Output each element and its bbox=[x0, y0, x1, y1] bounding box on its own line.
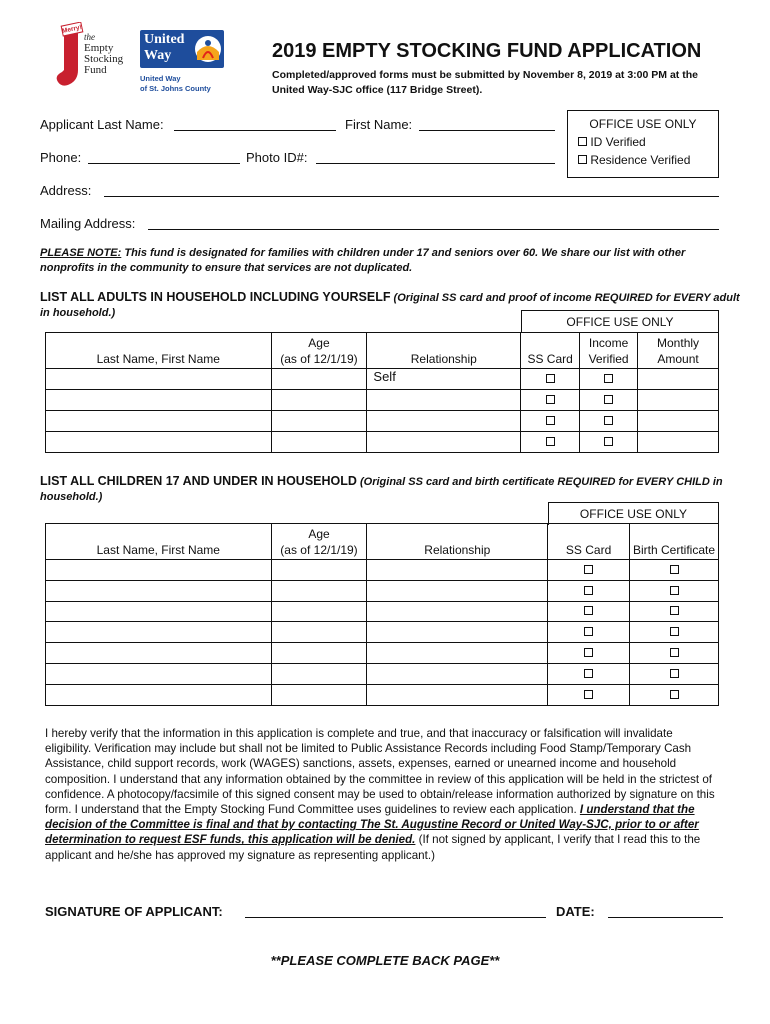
name-cell[interactable] bbox=[46, 622, 272, 643]
name-cell[interactable] bbox=[46, 432, 272, 453]
checkbox-cell bbox=[630, 684, 719, 705]
col-birth-certificate: Birth Certificate bbox=[630, 524, 719, 560]
age-cell[interactable] bbox=[271, 432, 367, 453]
submission-deadline: Completed/approved forms must be submitted by November 8, 2019 at 3:00 PM at the United Way-SJC office (117 Bridge Street). bbox=[272, 69, 698, 96]
checkbox-cell bbox=[580, 432, 638, 453]
adults-office-use-header: OFFICE USE ONLY bbox=[521, 310, 719, 333]
mailing-address-label: Mailing Address: bbox=[40, 216, 136, 231]
table-row bbox=[46, 622, 719, 643]
children-office-use-header: OFFICE USE ONLY bbox=[548, 502, 719, 525]
age-cell[interactable] bbox=[271, 663, 367, 684]
checkbox[interactable] bbox=[546, 437, 555, 446]
checkbox[interactable] bbox=[546, 395, 555, 404]
logo-text: the Empty Stocking Fund bbox=[84, 32, 124, 76]
address-label: Address: bbox=[40, 183, 92, 198]
table-row bbox=[46, 432, 719, 453]
amount-cell[interactable] bbox=[638, 390, 719, 411]
checkbox[interactable] bbox=[670, 606, 679, 615]
checkbox[interactable] bbox=[604, 395, 613, 404]
checkbox[interactable] bbox=[670, 565, 679, 574]
age-cell[interactable] bbox=[271, 601, 367, 622]
mailing-address-field[interactable] bbox=[148, 229, 719, 230]
residence-verified-checkbox[interactable] bbox=[578, 155, 587, 164]
checkbox[interactable] bbox=[584, 690, 593, 699]
col-ss-card: SS Card bbox=[548, 524, 630, 560]
name-cell[interactable] bbox=[46, 411, 272, 432]
address-field[interactable] bbox=[104, 196, 719, 197]
checkbox[interactable] bbox=[584, 627, 593, 636]
col-income-verified: Income Verified bbox=[580, 333, 638, 369]
office-use-box bbox=[567, 110, 719, 178]
table-row bbox=[46, 663, 719, 684]
checkbox[interactable] bbox=[584, 648, 593, 657]
first-name-label: First Name: bbox=[345, 117, 413, 132]
table-row bbox=[46, 560, 719, 581]
checkbox[interactable] bbox=[584, 565, 593, 574]
id-verified-checkbox[interactable] bbox=[578, 137, 587, 146]
relationship-cell[interactable] bbox=[367, 684, 548, 705]
checkbox[interactable] bbox=[670, 648, 679, 657]
signature-label: SIGNATURE OF APPLICANT: bbox=[45, 904, 223, 919]
date-field[interactable] bbox=[608, 917, 723, 918]
please-note: PLEASE NOTE: This fund is designated for families with children under 17 and seniors over 60. We share our list with other nonprofits in the community to ensure that services are not duplicated. bbox=[40, 247, 686, 274]
table-row bbox=[46, 580, 719, 601]
adults-header-row bbox=[46, 333, 719, 369]
phone-field[interactable] bbox=[88, 163, 240, 164]
relationship-cell[interactable] bbox=[367, 560, 548, 581]
name-cell[interactable] bbox=[46, 643, 272, 664]
checkbox[interactable] bbox=[546, 374, 555, 383]
relationship-cell[interactable]: Self bbox=[367, 369, 521, 390]
age-cell[interactable] bbox=[271, 411, 367, 432]
name-cell[interactable] bbox=[46, 684, 272, 705]
relationship-cell[interactable] bbox=[367, 390, 521, 411]
logo-tag: Merry! bbox=[61, 24, 83, 35]
checkbox-cell bbox=[521, 390, 580, 411]
checkbox-cell bbox=[548, 684, 630, 705]
relationship-cell[interactable] bbox=[367, 622, 548, 643]
checkbox-cell bbox=[580, 369, 638, 390]
col-relationship: Relationship bbox=[367, 524, 548, 560]
table-row bbox=[46, 684, 719, 705]
age-cell[interactable] bbox=[271, 684, 367, 705]
adults-heading: LIST ALL ADULTS IN HOUSEHOLD INCLUDING YOURSELF (Original SS card and proof of income REQUIRED for EVERY adult in household.) bbox=[40, 290, 740, 319]
col-ss-card: SS Card bbox=[521, 333, 580, 369]
name-cell[interactable] bbox=[46, 369, 272, 390]
name-cell[interactable] bbox=[46, 580, 272, 601]
last-name-field[interactable] bbox=[174, 130, 336, 131]
checkbox-cell bbox=[630, 601, 719, 622]
checkbox-cell bbox=[521, 432, 580, 453]
checkbox[interactable] bbox=[670, 586, 679, 595]
checkbox-cell bbox=[630, 580, 719, 601]
checkbox-cell bbox=[548, 560, 630, 581]
age-cell[interactable] bbox=[271, 622, 367, 643]
col-name: Last Name, First Name bbox=[46, 524, 272, 560]
relationship-cell[interactable] bbox=[367, 601, 548, 622]
empty-stocking-fund-logo bbox=[48, 22, 132, 100]
phone-label: Phone: bbox=[40, 150, 82, 165]
checkbox-cell bbox=[521, 411, 580, 432]
id-verified-item: ID Verified bbox=[568, 135, 718, 149]
col-monthly-amount: Monthly Amount bbox=[638, 333, 719, 369]
checkbox-cell bbox=[630, 643, 719, 664]
amount-cell[interactable] bbox=[638, 369, 719, 390]
name-cell[interactable] bbox=[46, 601, 272, 622]
children-heading: LIST ALL CHILDREN 17 AND UNDER IN HOUSEHOLD (Original SS card and birth certificate REQUIRED for EVERY CHILD in household.) bbox=[40, 474, 723, 503]
complete-back-page-note: **PLEASE COMPLETE BACK PAGE** bbox=[270, 953, 500, 968]
checkbox[interactable] bbox=[584, 669, 593, 678]
relationship-cell[interactable] bbox=[367, 643, 548, 664]
page-title: 2019 EMPTY STOCKING FUND APPLICATION bbox=[272, 40, 702, 62]
verification-statement: I hereby verify that the information in this application is complete and true, and that inaccuracy or falsification will invalidate eligibility. Verification may include but shall not be limited to Public Assistance Records including Food Stamp/Temporary Cash Assistance, child support records, work (WAGES) sanctions, assets, expenses, earned or unearned income and household composition. I understand that any information obtained by the committee in review of this application will be held in the strictest of confidence. A photocopy/facsimile of this signed consent may be used to obtain/release information authorized by signature on this form. I understand that the Empty Stocking Fund Committee uses guidelines to review each application. I understand that the decision of the Committee is final and that by contacting The St. Augustine Record or United Way-SJC, prior to or after determination to request ESF funds, this application will be denied. (If not signed by applicant, I verify that I read this to the applicant and he/she has approved my signature as representing applicant.) bbox=[45, 727, 715, 862]
adults-table bbox=[45, 332, 719, 453]
relationship-cell[interactable] bbox=[367, 663, 548, 684]
office-use-title: OFFICE USE ONLY bbox=[589, 117, 697, 131]
age-cell[interactable] bbox=[271, 580, 367, 601]
col-relationship: Relationship bbox=[367, 333, 521, 369]
residence-verified-item: Residence Verified bbox=[568, 153, 718, 167]
photo-id-label: Photo ID#: bbox=[246, 150, 308, 165]
checkbox-cell bbox=[548, 601, 630, 622]
date-label: DATE: bbox=[556, 904, 595, 919]
relationship-cell[interactable] bbox=[367, 580, 548, 601]
amount-cell[interactable] bbox=[638, 411, 719, 432]
name-cell[interactable] bbox=[46, 560, 272, 581]
name-cell[interactable] bbox=[46, 390, 272, 411]
col-name: Last Name, First Name bbox=[46, 333, 272, 369]
checkbox-cell bbox=[630, 663, 719, 684]
table-row bbox=[46, 411, 719, 432]
age-cell[interactable] bbox=[271, 643, 367, 664]
checkbox[interactable] bbox=[584, 586, 593, 595]
col-age: Age (as of 12/1/19) bbox=[271, 524, 367, 560]
table-row bbox=[46, 390, 719, 411]
age-cell[interactable] bbox=[271, 560, 367, 581]
name-cell[interactable] bbox=[46, 663, 272, 684]
checkbox[interactable] bbox=[604, 416, 613, 425]
checkbox[interactable] bbox=[584, 606, 593, 615]
checkbox[interactable] bbox=[604, 374, 613, 383]
checkbox-cell bbox=[521, 369, 580, 390]
age-cell[interactable] bbox=[271, 369, 367, 390]
table-row bbox=[46, 369, 719, 390]
checkbox[interactable] bbox=[670, 669, 679, 678]
signature-field[interactable] bbox=[245, 917, 546, 918]
checkbox[interactable] bbox=[670, 627, 679, 636]
table-row bbox=[46, 643, 719, 664]
checkbox-cell bbox=[630, 622, 719, 643]
checkbox[interactable] bbox=[604, 437, 613, 446]
table-row bbox=[46, 601, 719, 622]
checkbox[interactable] bbox=[546, 416, 555, 425]
checkbox-cell bbox=[548, 622, 630, 643]
last-name-label: Applicant Last Name: bbox=[40, 117, 164, 132]
first-name-field[interactable] bbox=[419, 130, 555, 131]
relationship-cell[interactable] bbox=[367, 432, 521, 453]
checkbox-cell bbox=[548, 663, 630, 684]
age-cell[interactable] bbox=[271, 390, 367, 411]
amount-cell[interactable] bbox=[638, 432, 719, 453]
checkbox[interactable] bbox=[670, 690, 679, 699]
children-table bbox=[45, 523, 719, 706]
children-header-row bbox=[46, 524, 719, 560]
checkbox-cell bbox=[548, 580, 630, 601]
checkbox-cell bbox=[580, 390, 638, 411]
united-way-logo: United Way United Way of St. Johns County bbox=[140, 30, 230, 96]
relationship-cell[interactable] bbox=[367, 411, 521, 432]
checkbox-cell bbox=[548, 643, 630, 664]
checkbox-cell bbox=[580, 411, 638, 432]
checkbox-cell bbox=[630, 560, 719, 581]
col-age: Age (as of 12/1/19) bbox=[271, 333, 367, 369]
photo-id-field[interactable] bbox=[316, 163, 555, 164]
